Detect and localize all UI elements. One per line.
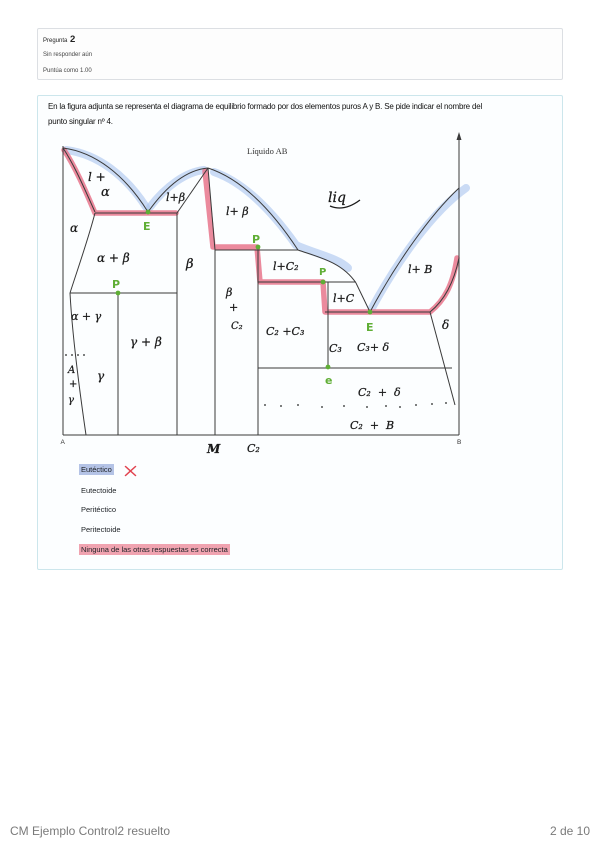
footer-page-number: 2 de 10 — [549, 824, 590, 838]
region-label: + — [229, 301, 239, 314]
region-label: C₃ — [329, 342, 342, 355]
question-grade: Puntúa como 1.00 — [43, 68, 92, 74]
region-label: l + — [88, 170, 106, 184]
question-heading — [43, 35, 75, 46]
dot-mark — [71, 354, 73, 356]
answer-option — [79, 485, 118, 496]
region-label: γ — [68, 395, 74, 406]
dot-mark — [280, 405, 282, 407]
answer-option-label: Peritéctico — [81, 505, 117, 514]
question-content-box — [37, 95, 563, 570]
question-number: 2 — [70, 34, 76, 45]
region-label: C₂ — [231, 321, 243, 332]
point-label: P — [112, 278, 121, 291]
region-label: l+C — [333, 292, 355, 305]
region-label: C₃+ δ — [357, 341, 390, 354]
dot-mark — [343, 405, 345, 407]
dot-mark — [445, 402, 447, 404]
dot-mark — [264, 404, 266, 406]
region-label: l+ B — [408, 263, 433, 276]
point-label: E — [143, 220, 151, 233]
axis-mark-label: C₂ — [247, 442, 260, 455]
answer-option — [79, 464, 114, 475]
axis-mark-label: M — [207, 442, 221, 456]
question-info-box — [37, 28, 563, 80]
dot-mark — [385, 405, 387, 407]
point-label: e — [325, 374, 333, 387]
dot-mark — [399, 406, 401, 408]
question-text — [48, 99, 482, 129]
green-point — [326, 365, 331, 370]
region-label: α — [101, 185, 110, 200]
dot-mark — [431, 403, 433, 405]
green-point — [368, 310, 373, 315]
dot-mark — [77, 354, 79, 356]
region-label: β — [186, 257, 194, 272]
cross-mark-icon — [124, 465, 137, 477]
question-text-line: En la figura adjunta se representa el diagrama de equilibrio formado por dos elementos puros A y B. Se pide indicar el nombre del — [48, 102, 483, 111]
blue-highlight-liquidus-peak-right — [214, 172, 348, 268]
green-point — [321, 280, 326, 285]
point-label: E — [366, 321, 374, 334]
region-label: δ — [442, 318, 450, 332]
answer-option — [79, 544, 230, 555]
region-label: + — [69, 379, 78, 390]
answer-option-label: Eutectoide — [81, 486, 117, 495]
green-point — [116, 291, 121, 296]
footer-document-title: CM Ejemplo Control2 resuelto — [10, 824, 171, 838]
region-label: l+ β — [226, 205, 249, 218]
region-label: α — [70, 221, 79, 235]
region-label: γ + β — [130, 335, 162, 349]
dot-mark — [366, 406, 368, 408]
answer-option-label: Eutéctico — [81, 465, 112, 474]
question-word: Pregunta — [43, 38, 68, 44]
answer-option-label: Peritectoide — [81, 525, 121, 534]
region-label: C₂ + δ — [358, 386, 401, 399]
region-label: C₂ +C₃ — [266, 325, 305, 338]
point-label: P — [319, 267, 327, 278]
phase-diagram — [55, 128, 475, 460]
dot-mark — [297, 404, 299, 406]
region-label: C₂ + B — [350, 419, 395, 432]
handwritten-dots — [65, 200, 450, 408]
answer-option-label: Ninguna de las otras respuestas es correcta — [81, 545, 228, 554]
region-label: A — [68, 365, 76, 376]
region-label: β — [226, 286, 233, 299]
blue-highlight-liquidus-right — [372, 188, 466, 308]
dot-mark — [65, 354, 67, 356]
dot-mark — [321, 406, 323, 408]
region-label: α + β — [97, 251, 130, 265]
answer-option — [79, 524, 123, 535]
region-label: l+C₂ — [273, 260, 299, 273]
region-label: liq — [328, 190, 346, 206]
question-status: Sin responder aún — [43, 52, 93, 58]
region-label: γ — [97, 369, 105, 383]
question-text-line: punto singular nº 4. — [48, 117, 113, 126]
region-label: α + γ — [71, 310, 102, 323]
axis-label-a: A — [60, 439, 65, 446]
liquid-region-label: Líquido AB — [247, 146, 288, 156]
axis-arrowhead-icon — [457, 132, 462, 140]
region-label: l+β — [166, 191, 186, 204]
dot-mark — [83, 354, 85, 356]
answer-option — [79, 504, 118, 515]
green-point — [146, 210, 151, 215]
dot-mark — [415, 404, 417, 406]
point-label: P — [252, 233, 261, 246]
axis-label-b: B — [457, 439, 462, 446]
